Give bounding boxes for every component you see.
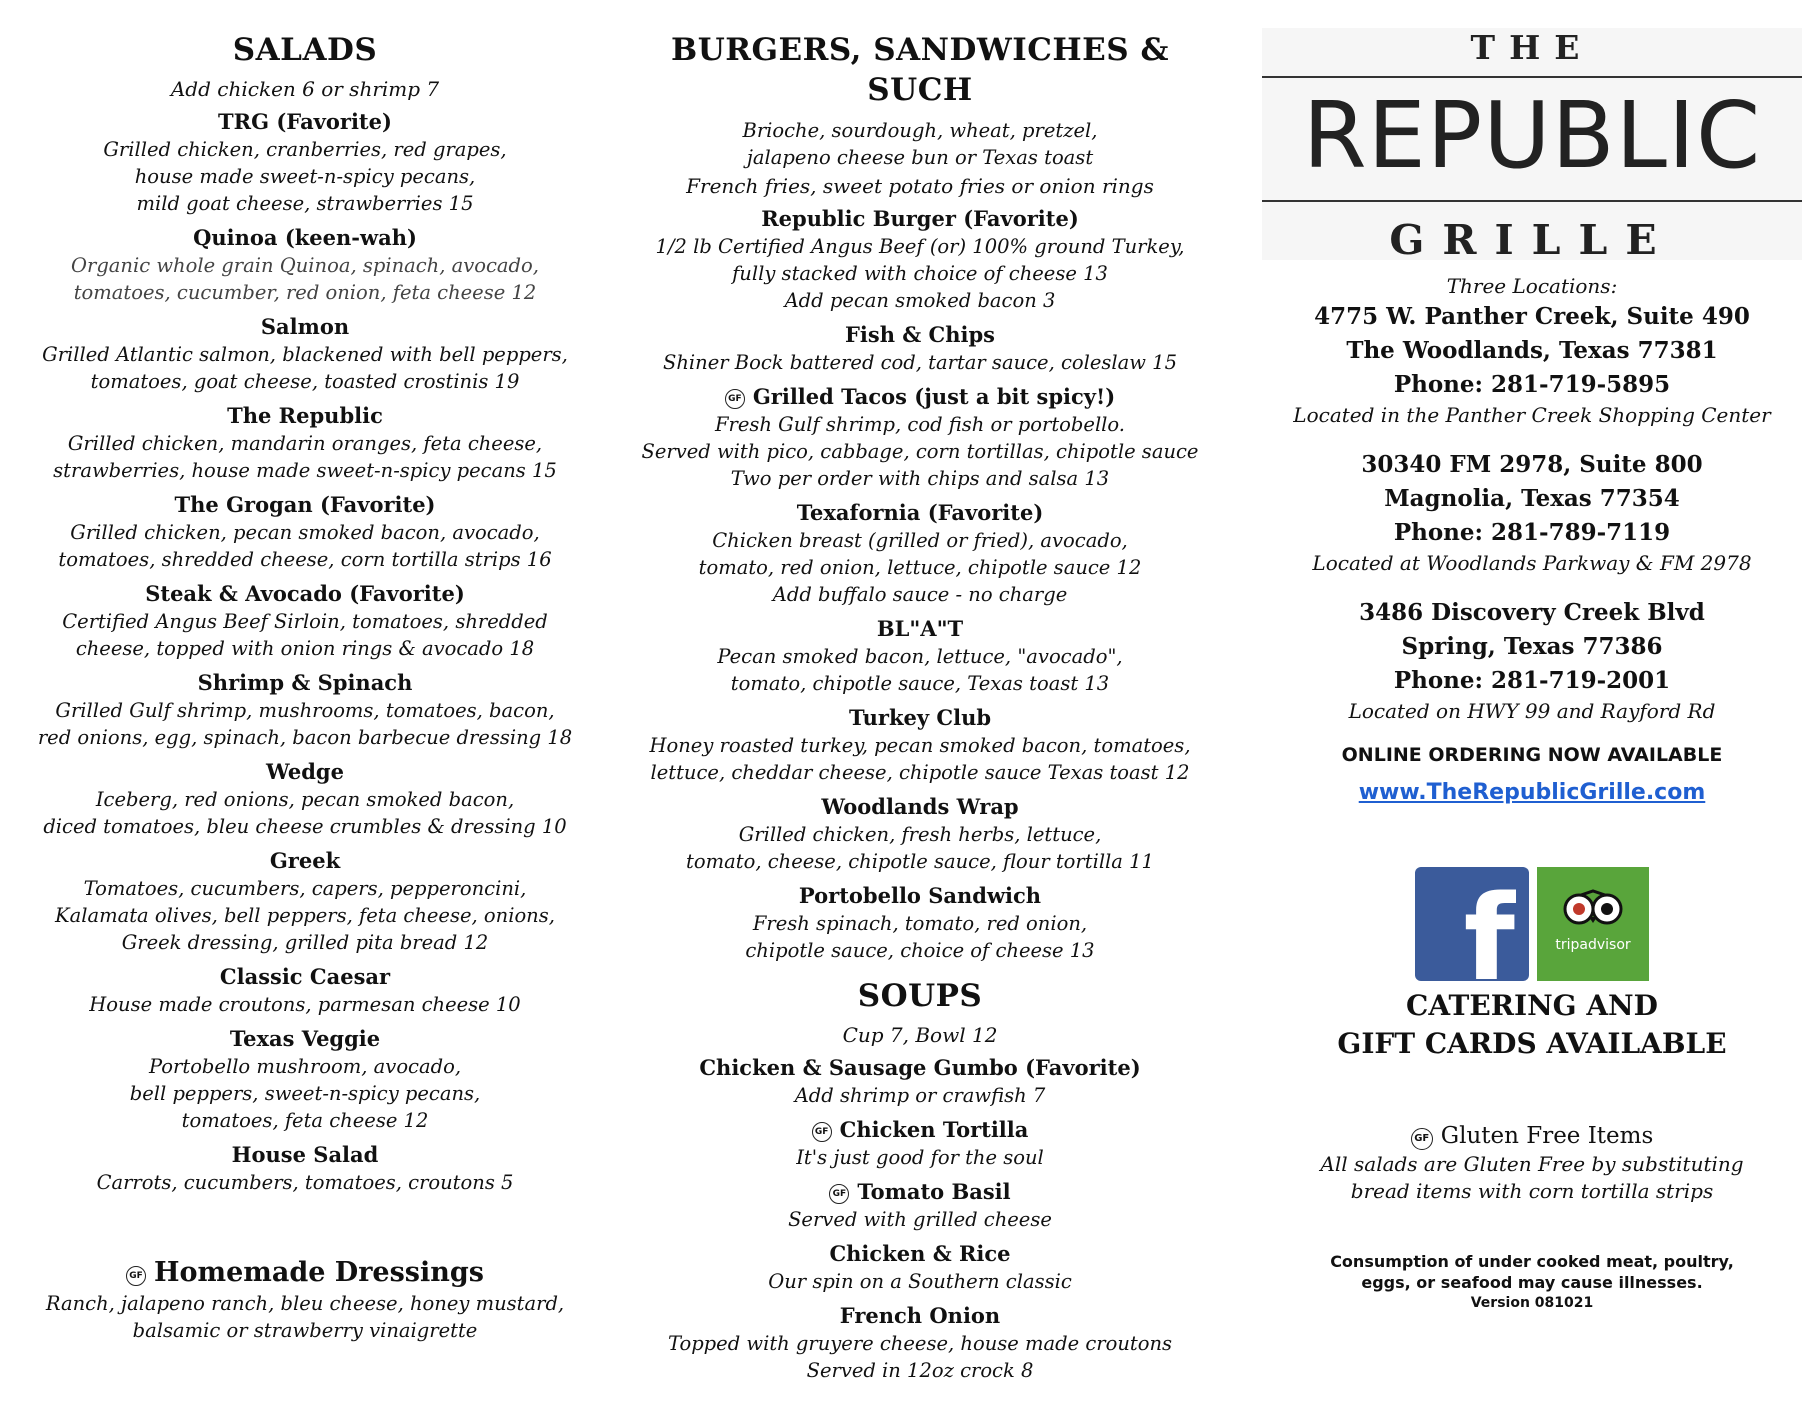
location-address: 30340 FM 2978, Suite 800 [1361, 451, 1703, 478]
menu-item-name: Fish & Chips [844, 321, 996, 347]
menu-item [30, 669, 580, 751]
social-icons [1262, 867, 1802, 981]
menu-item-desc: Grilled chicken, cranberries, red grapes, house made sweet-n-spicy pecans, mild goat cheese, strawberries 15 [103, 138, 507, 216]
gift-cards-line: GIFT CARDS AVAILABLE [1337, 1027, 1727, 1060]
catering-notice [1262, 987, 1802, 1063]
menu-item-desc: It's just good for the soul [796, 1145, 1044, 1169]
menu-item [640, 383, 1200, 492]
menu-item-name [640, 1116, 1200, 1144]
menu-item-name: Salmon [260, 314, 350, 340]
dressings-label: Homemade Dressings [154, 1257, 484, 1289]
menu-item-desc: Topped with gruyere cheese, house made croutons Served in 12oz crock 8 [667, 1331, 1173, 1382]
salads-title: SALADS [232, 32, 378, 68]
logo-grille: GRILLE [1389, 216, 1675, 264]
salads-column [30, 30, 580, 1351]
menu-item-name: Texafornia (Favorite) [796, 499, 1044, 525]
menu-item [30, 108, 580, 217]
menu-item [30, 580, 580, 662]
menu-item [30, 313, 580, 395]
burgers-title: BURGERS, SANDWICHES & SUCH [671, 32, 1169, 109]
menu-item-desc: Chicken breast (grilled or fried), avocado, tomato, red onion, lettuce, chipotle sauce 12 Add buffalo sauce - no charge [698, 528, 1142, 606]
menu-item-name [640, 383, 1200, 411]
menu-item-name: Wedge [266, 759, 344, 785]
menu-item-desc: Grilled chicken, pecan smoked bacon, avocado, tomatoes, shredded cheese, corn tortilla strips 16 [58, 521, 552, 572]
menu-item-name: Chicken & Sausage Gumbo (Favorite) [699, 1054, 1141, 1080]
gluten-free-note: All salads are Gluten Free by substituting bread items with corn tortilla strips [1320, 1152, 1744, 1203]
location-block [1262, 300, 1802, 428]
menu-item [640, 793, 1200, 875]
logo-republic: REPUBLIC [1302, 82, 1762, 189]
menu-item-name: Turkey Club [848, 704, 992, 730]
location-phone[interactable]: Phone: 281-719-5895 [1393, 371, 1671, 398]
location-city: Magnolia, Texas 77354 [1384, 485, 1680, 512]
menu-item-name: Republic Burger (Favorite) [761, 205, 1079, 231]
menu-item-desc: Grilled Atlantic salmon, blackened with bell peppers, tomatoes, goat cheese, toasted crostinis 19 [42, 343, 568, 394]
menu-item [640, 499, 1200, 608]
location-address: 3486 Discovery Creek Blvd [1359, 599, 1705, 626]
burgers-bread-options: Brioche, sourdough, wheat, pretzel, jalapeno cheese bun or Texas toast [742, 118, 1098, 169]
gluten-free-legend [1262, 1121, 1802, 1151]
menu-item [640, 1240, 1200, 1295]
location-city: The Woodlands, Texas 77381 [1346, 337, 1718, 364]
menu-item-label: Tomato Basil [857, 1178, 1011, 1204]
menu-item [640, 205, 1200, 314]
menu-item-name: Classic Caesar [219, 964, 391, 990]
menu-item-name: BL"A"T [876, 615, 964, 641]
gluten-free-label: Gluten Free Items [1440, 1123, 1654, 1149]
menu-item-label: Chicken Tortilla [839, 1116, 1029, 1142]
menu-item-desc: Iceberg, red onions, pecan smoked bacon, diced tomatoes, bleu cheese crumbles & dressing 10 [43, 788, 567, 839]
website-link[interactable]: www.TheRepublicGrille.com [1358, 780, 1706, 805]
menu-item [30, 1025, 580, 1134]
soups-subtitle: Cup 7, Bowl 12 [842, 1022, 998, 1047]
menu-item [30, 1141, 580, 1196]
menu-item-desc: House made croutons, parmesan cheese 10 [89, 993, 521, 1017]
gluten-free-icon: GF [126, 1266, 146, 1286]
menu-item-desc: Served with grilled cheese [788, 1207, 1052, 1231]
menu-item [30, 491, 580, 573]
menu-item-desc: Pecan smoked bacon, lettuce, "avocado", tomato, chipotle sauce, Texas toast 13 [717, 644, 1123, 695]
menu-item-desc: Grilled chicken, mandarin oranges, feta cheese, strawberries, house made sweet-n-spicy pecans 15 [53, 432, 557, 483]
location-note: Located at Woodlands Parkway & FM 2978 [1312, 551, 1752, 575]
location-block [1262, 448, 1802, 576]
soups-title: SOUPS [857, 977, 983, 1014]
republic-grille-logo [1262, 28, 1802, 264]
menu-item [30, 224, 580, 306]
menu-item-name: Quinoa (keen-wah) [193, 225, 417, 251]
menu-item-name: Steak & Avocado (Favorite) [145, 581, 465, 607]
location-city: Spring, Texas 77386 [1401, 633, 1663, 660]
location-note: Located on HWY 99 and Rayford Rd [1348, 699, 1716, 723]
menu-item [640, 321, 1200, 376]
health-warning: Consumption of under cooked meat, poultry, eggs, or seafood may cause illnesses. [1330, 1252, 1734, 1292]
menu-item [640, 615, 1200, 697]
menu-item-name: Portobello Sandwich [798, 882, 1042, 908]
menu-item-desc: Tomatoes, cucumbers, capers, pepperoncini, Kalamata olives, bell peppers, feta cheese, onions, Greek dressing, grilled pita bread 12 [55, 877, 555, 955]
menu-item [640, 882, 1200, 964]
owl-icon [1561, 889, 1625, 925]
menu-item-name: House Salad [231, 1142, 379, 1168]
location-address: 4775 W. Panther Creek, Suite 490 [1314, 303, 1750, 330]
info-column [1262, 30, 1802, 1313]
menu-item-name [640, 1178, 1200, 1206]
catering-line: CATERING AND [1406, 989, 1658, 1022]
location-phone[interactable]: Phone: 281-789-7119 [1393, 519, 1671, 546]
menu-version: Version 081021 [1470, 1295, 1594, 1311]
menu-item-desc: Shiner Bock battered cod, tartar sauce, coleslaw 15 [662, 350, 1177, 374]
online-ordering-notice: ONLINE ORDERING NOW AVAILABLE [1341, 744, 1723, 766]
menu-item [640, 704, 1200, 786]
menu-item-desc: Portobello mushroom, avocado, bell peppers, sweet-n-spicy pecans, tomatoes, feta cheese 12 [129, 1055, 481, 1133]
dressings-section [30, 1256, 580, 1344]
menu-item-name: Greek [269, 848, 341, 874]
menu-item-desc: Fresh Gulf shrimp, cod fish or portobello. Served with pico, cabbage, corn tortillas, chipotle sauce Two per order with chips and salsa 13 [641, 412, 1199, 490]
location-note: Located in the Panther Creek Shopping Center [1293, 403, 1771, 427]
logo-the: THE [1470, 28, 1594, 67]
menu-item [30, 402, 580, 484]
logo-divider [1262, 200, 1802, 202]
menu-item-name: The Republic [227, 403, 383, 429]
location-block [1262, 596, 1802, 724]
facebook-icon[interactable]: f [1415, 867, 1529, 981]
menu-item-name: Shrimp & Spinach [197, 670, 413, 696]
logo-divider [1262, 76, 1802, 78]
locations-title: Three Locations: [1446, 274, 1618, 298]
menu-item-name: Woodlands Wrap [821, 793, 1019, 819]
tripadvisor-icon[interactable] [1537, 867, 1649, 981]
burgers-side-options: French fries, sweet potato fries or onion rings [686, 173, 1154, 198]
tripadvisor-label: tripadvisor [1555, 937, 1631, 953]
menu-item-name: Chicken & Rice [829, 1240, 1011, 1266]
dressings-desc: Ranch, jalapeno ranch, bleu cheese, honey mustard, balsamic or strawberry vinaigrette [45, 1292, 565, 1343]
menu-item-desc: Carrots, cucumbers, tomatoes, croutons 5 [96, 1171, 514, 1195]
menu-item-name: French Onion [839, 1302, 1001, 1328]
menu-item [640, 1054, 1200, 1109]
menu-item-name: Texas Veggie [229, 1026, 381, 1052]
menu-item-desc: 1/2 lb Certified Angus Beef (or) 100% ground Turkey, fully stacked with choice of cheese 13 Add pecan smoked bacon 3 [655, 234, 1185, 312]
gluten-free-icon: GF [1411, 1128, 1433, 1150]
menu-item [30, 847, 580, 956]
gluten-free-icon: GF [725, 389, 745, 409]
menu-item-desc: Organic whole grain Quinoa, spinach, avocado, tomatoes, cucumber, red onion, feta cheese 12 [71, 254, 539, 305]
menu-item [640, 1178, 1200, 1233]
menu-item-name: TRG (Favorite) [218, 109, 392, 135]
menu-item-desc: Fresh spinach, tomato, red onion, chipotle sauce, choice of cheese 13 [745, 911, 1095, 962]
gluten-free-icon: GF [829, 1184, 849, 1204]
menu-item-name: The Grogan (Favorite) [174, 492, 436, 518]
menu-item-desc: Certified Angus Beef Sirloin, tomatoes, shredded cheese, topped with onion rings & avocado 18 [62, 610, 548, 661]
burgers-column [640, 30, 1200, 1391]
gluten-free-icon: GF [812, 1122, 832, 1142]
location-phone[interactable]: Phone: 281-719-2001 [1393, 667, 1671, 694]
menu-item [640, 1302, 1200, 1384]
dressings-title [30, 1256, 580, 1290]
menu-item-desc: Grilled chicken, fresh herbs, lettuce, tomato, cheese, chipotle sauce, flour tortilla 11 [686, 822, 1154, 873]
menu-item-desc: Grilled Gulf shrimp, mushrooms, tomatoes, bacon, red onions, egg, spinach, bacon barbecue dressing 18 [37, 699, 573, 750]
menu-item [640, 1116, 1200, 1171]
menu-item-desc: Honey roasted turkey, pecan smoked bacon, tomatoes, lettuce, cheddar cheese, chipotle sauce Texas toast 12 [649, 733, 1191, 784]
menu-item-label: Grilled Tacos (just a bit spicy!) [752, 383, 1116, 409]
menu-item-desc: Our spin on a Southern classic [768, 1269, 1072, 1293]
salads-subtitle: Add chicken 6 or shrimp 7 [170, 77, 440, 102]
menu-item [30, 758, 580, 840]
menu-item-desc: Add shrimp or crawfish 7 [794, 1083, 1046, 1107]
menu-item [30, 963, 580, 1018]
